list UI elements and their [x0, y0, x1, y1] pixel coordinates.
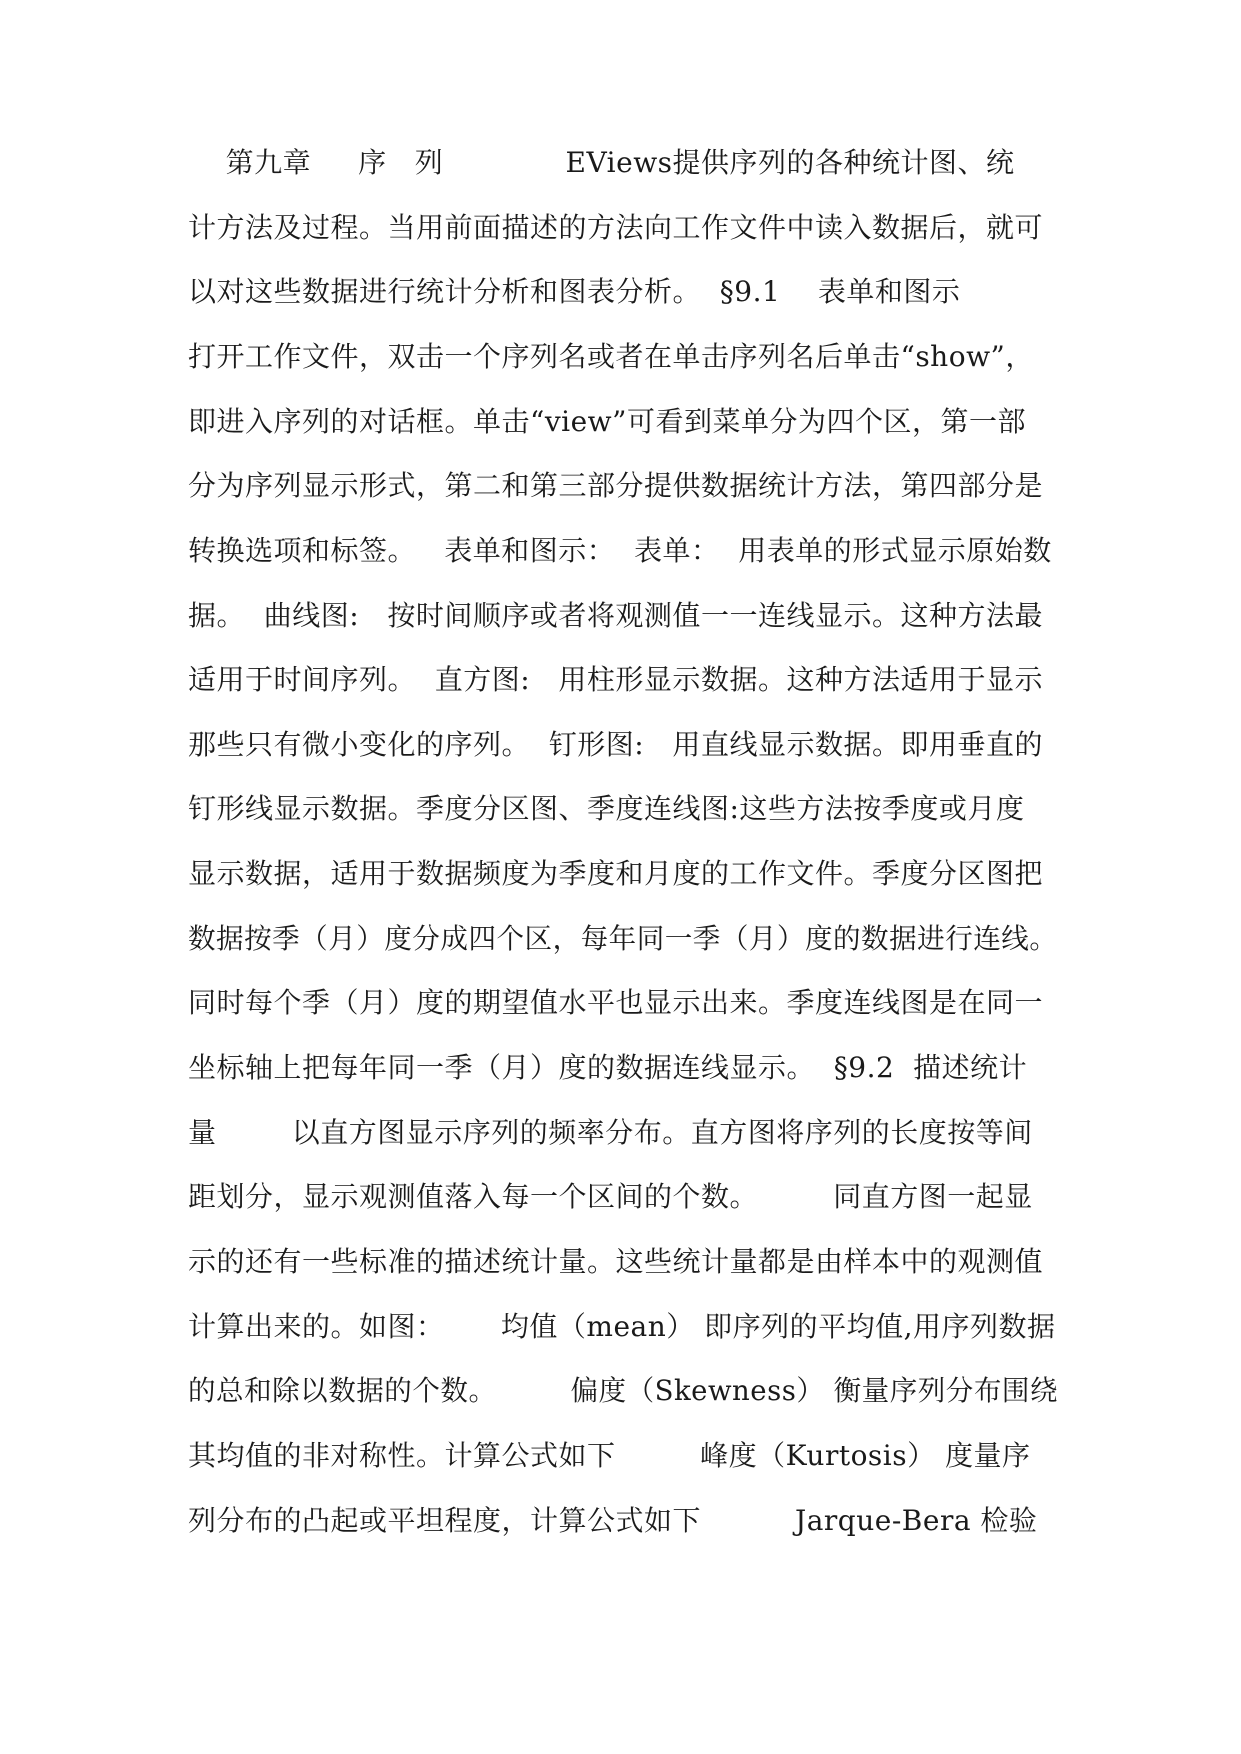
text-line: 打开工作文件，双击一个序列名或者在单击序列名后单击“show”， — [188, 340, 1034, 373]
text-line: 数据按季（月）度分成四个区，每年同一季（月）度的数据进行连线。 — [188, 922, 1058, 955]
text-line: 同时每个季（月）度的期望值水平也显示出来。季度连线图是在同一 — [188, 986, 1044, 1019]
text-line: 适用于时间序列。 直方图: 用柱形显示数据。这种方法适用于显示 — [188, 663, 1043, 696]
text-line: 钉形线显示数据。季度分区图、季度连线图:这些方法按季度或月度 — [188, 792, 1025, 825]
text-line: 计方法及过程。当用前面描述的方法向工作文件中读入数据后，就可 — [188, 211, 1044, 244]
text-line: 那些只有微小变化的序列。 钉形图: 用直线显示数据。即用垂直的 — [188, 728, 1043, 761]
text-line: 据。 曲线图: 按时间顺序或者将观测值一一连线显示。这种方法最 — [188, 599, 1043, 632]
text-line: 坐标轴上把每年同一季（月）度的数据连线显示。 §9.2 描述统计 — [188, 1051, 1028, 1084]
text-line: 的总和除以数据的个数。 偏度（Skewness） 衡量序列分布围绕 — [188, 1374, 1058, 1407]
text-line: 分为序列显示形式，第二和第三部分提供数据统计方法，第四部分是 — [188, 469, 1044, 502]
text-line: 其均值的非对称性。计算公式如下 峰度（Kurtosis） 度量序 — [188, 1439, 1031, 1472]
text-line: 转换选项和标签。 表单和图示： 表单： 用表单的形式显示原始数 — [188, 534, 1052, 567]
text-line: 以对这些数据进行统计分析和图表分析。 §9.1 表单和图示 — [188, 275, 961, 308]
text-line: 量 以直方图显示序列的频率分布。直方图将序列的长度按等间 — [188, 1116, 1033, 1149]
text-line: 计算出来的。如图： 均值（mean） 即序列的平均值,用序列数据 — [188, 1310, 1056, 1343]
text-line: 距划分，显示观测值落入每一个区间的个数。 同直方图一起显 — [188, 1180, 1033, 1213]
text-line: 即进入序列的对话框。单击“view”可看到菜单分为四个区，第一部 — [188, 405, 1026, 438]
text-line: 第九章 序 列 EViews提供序列的各种统计图、统 — [188, 146, 1015, 179]
text-line: 列分布的凸起或平坦程度，计算公式如下 Jarque-Bera 检验 — [188, 1504, 1038, 1537]
text-line: 示的还有一些标准的描述统计量。这些统计量都是由样本中的观测值 — [188, 1245, 1044, 1278]
text-line: 显示数据，适用于数据频度为季度和月度的工作文件。季度分区图把 — [188, 857, 1044, 890]
